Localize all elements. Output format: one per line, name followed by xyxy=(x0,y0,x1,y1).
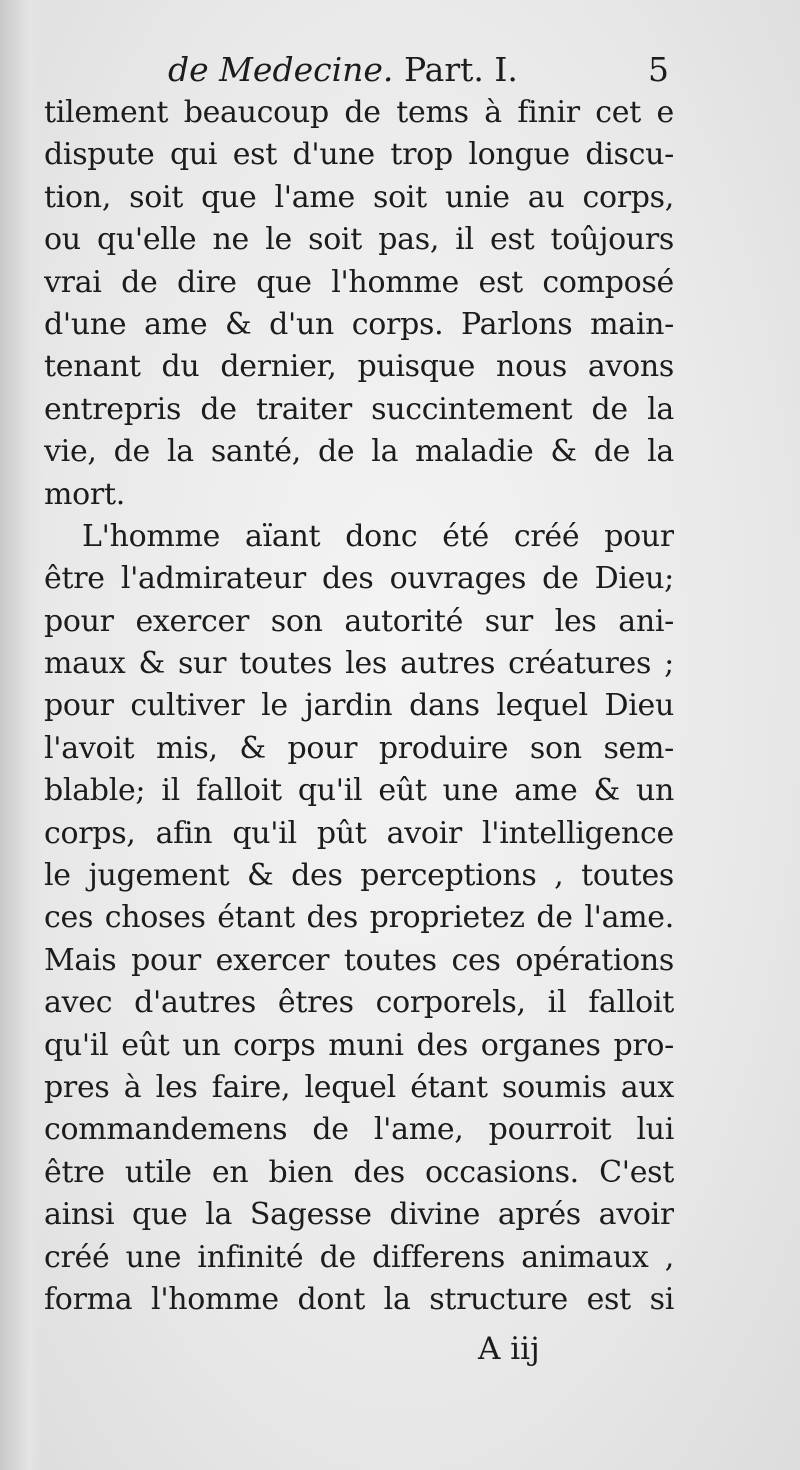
body-line: tilement beaucoup de tems à finir cet e xyxy=(44,95,674,130)
body-line: mort. xyxy=(44,476,125,512)
body-line: ainsi que la Sagesse divine aprés avoir xyxy=(44,1197,674,1233)
body-line: être l'admirateur des ouvrages de Dieu; xyxy=(44,561,674,597)
body-line: dispute qui est d'une trop longue discu- xyxy=(44,137,674,173)
body-line: pour exercer son autorité sur les ani- xyxy=(44,603,674,639)
body-line: vie, de la santé, de la maladie & de la xyxy=(44,434,674,470)
body-line: forma l'homme dont la structure est si xyxy=(44,1281,674,1317)
body-line: d'une ame & d'un corps. Parlons main- xyxy=(44,306,674,342)
body-line: maux & sur toutes les autres créatures ; xyxy=(44,646,674,682)
body-line: vrai de dire que l'homme est composé xyxy=(44,264,674,300)
body-line: pres à les faire, lequel étant soumis aux xyxy=(44,1069,674,1105)
signature-mark: A iij xyxy=(478,1331,540,1367)
body-line: le jugement & des perceptions , toutes xyxy=(44,858,674,894)
body-line: qu'il eût un corps muni des organes pro- xyxy=(44,1027,674,1063)
body-line: tenant du dernier, puisque nous avons xyxy=(44,349,674,385)
body-line: être utile en bien des occasions. C'est xyxy=(44,1154,674,1190)
body-line: pour cultiver le jardin dans lequel Dieu xyxy=(44,688,674,724)
body-text xyxy=(44,92,674,1321)
body-line: avec d'autres êtres corporels, il falloit xyxy=(44,985,674,1021)
body-line: tion, soit que l'ame soit unie au corps, xyxy=(44,179,674,215)
running-title-part: Part. I. xyxy=(403,50,518,89)
running-head xyxy=(0,48,800,92)
body-line: créé une infinité de differens animaux , xyxy=(44,1239,674,1275)
body-line: l'avoit mis, & pour produire son sem- xyxy=(44,730,674,766)
page-gutter-shadow xyxy=(0,0,42,1470)
running-title xyxy=(168,48,518,92)
body-line: corps, afin qu'il pût avoir l'intelligence xyxy=(44,815,674,851)
body-line: ou qu'elle ne le soit pas, il est toûjours xyxy=(44,222,674,258)
running-title-italic: de Medecine. xyxy=(168,50,394,89)
body-line: commandemens de l'ame, pourroit lui xyxy=(44,1112,674,1148)
body-line: ces choses étant des proprietez de l'ame. xyxy=(44,900,674,936)
body-line: L'homme aïant donc été créé pour xyxy=(82,518,674,554)
body-line: entrepris de traiter succintement de la xyxy=(44,391,674,427)
page-number: 5 xyxy=(648,50,669,89)
body-line: blable; il falloit qu'il eût une ame & un xyxy=(44,773,674,809)
body-line: Mais pour exercer toutes ces opérations xyxy=(44,942,674,978)
